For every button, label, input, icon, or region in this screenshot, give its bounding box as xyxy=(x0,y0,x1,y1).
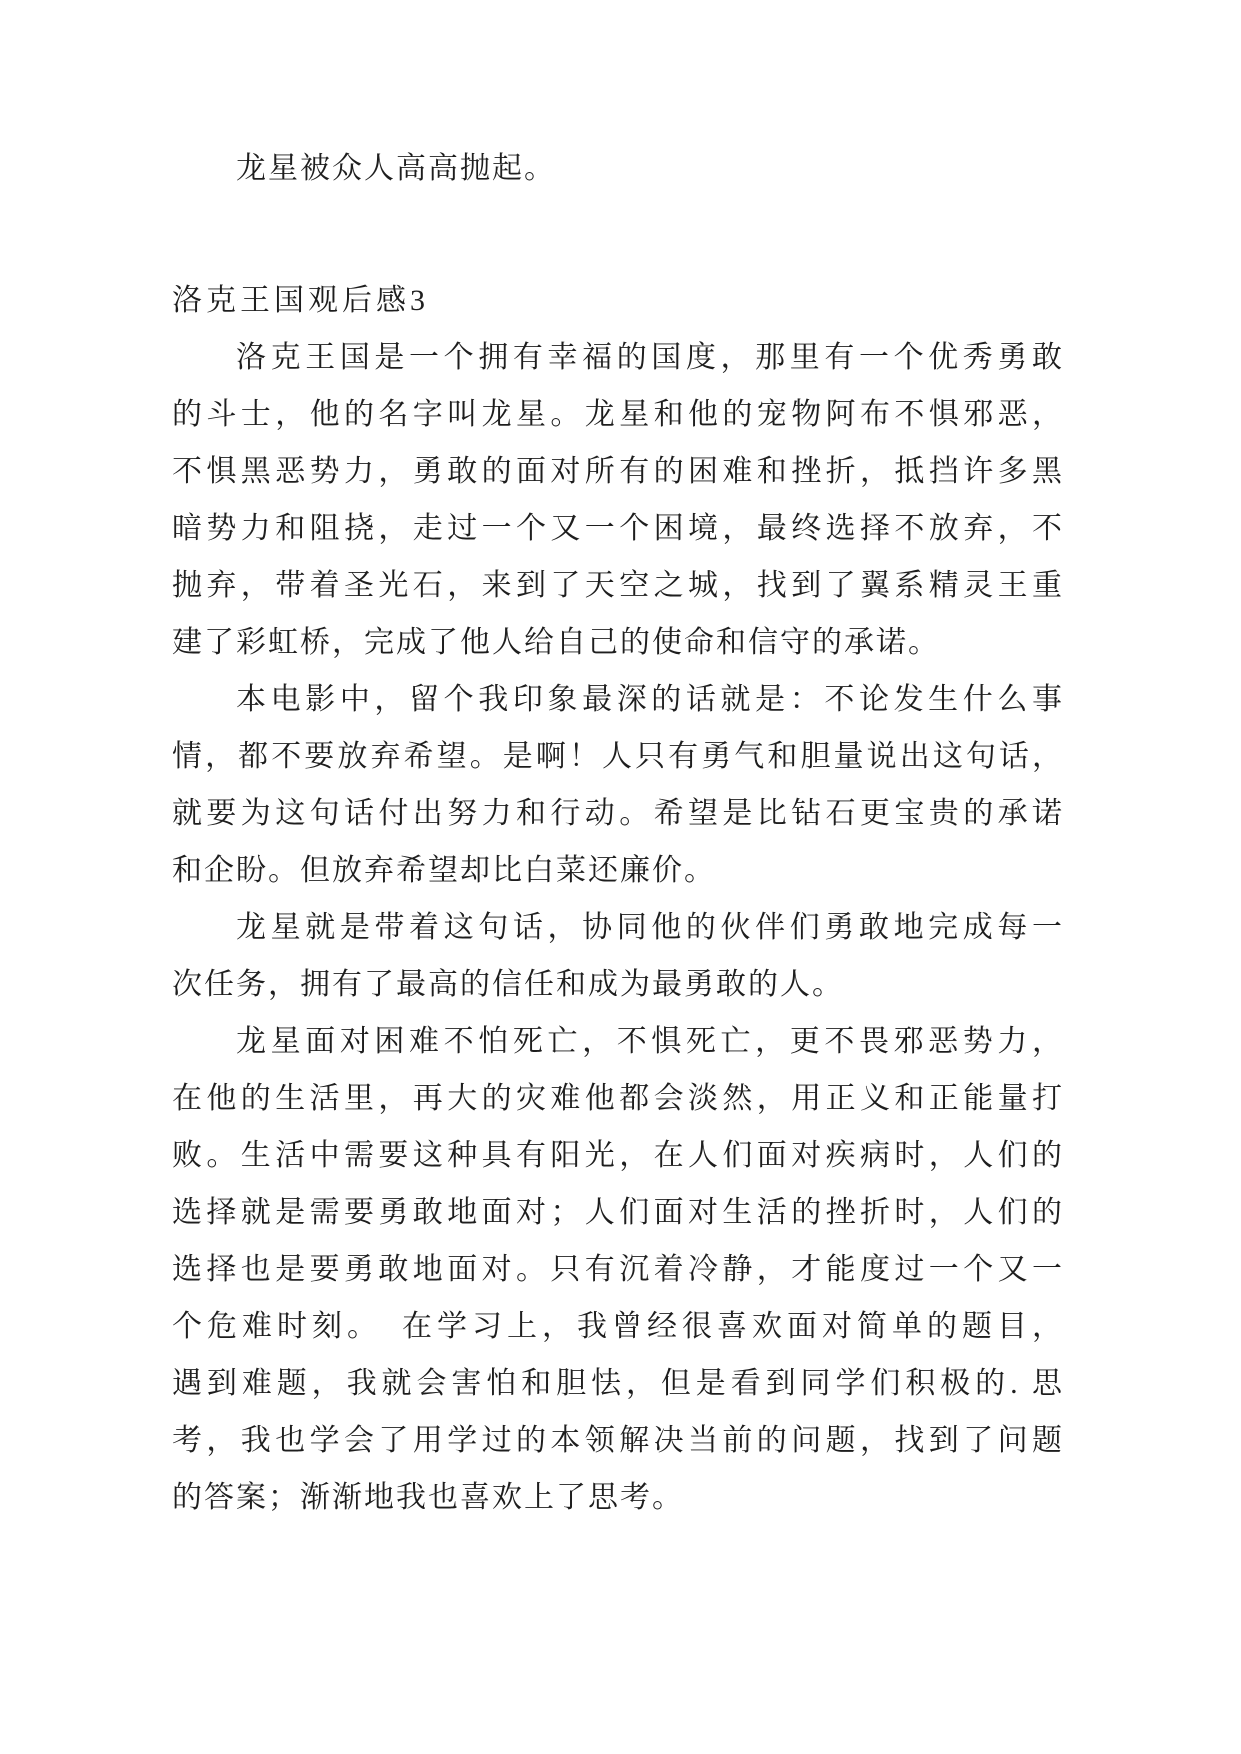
text-line: 和企盼。但放弃希望却比白菜还廉价。 xyxy=(172,854,716,887)
text-line: 考，我也学会了用学过的本领解决当前的问题，找到了问题 xyxy=(172,1424,1064,1457)
closing-line-previous-section xyxy=(172,140,1064,197)
text-line: 情，都不要放弃希望。是啊！人只有勇气和胆量说出这句话， xyxy=(172,740,1064,773)
text-line: 龙星被众人高高抛起。 xyxy=(236,152,556,185)
text-line: 暗势力和阻挠，走过一个又一个困境，最终选择不放弃，不 xyxy=(172,512,1064,545)
text-line: 败。生活中需要这种具有阳光，在人们面对疾病时，人们的 xyxy=(172,1139,1064,1172)
text-line: 在他的生活里，再大的灾难他都会淡然，用正义和正能量打 xyxy=(172,1082,1064,1115)
text-line: 就要为这句话付出努力和行动。希望是比钻石更宝贵的承诺 xyxy=(172,797,1064,830)
text-line: 遇到难题，我就会害怕和胆怯，但是看到同学们积极的. 思 xyxy=(172,1367,1064,1400)
text-line: 抛弃，带着圣光石，来到了天空之城，找到了翼系精灵王重 xyxy=(172,569,1064,602)
paragraph-4 xyxy=(172,1013,1064,1526)
text-line: 建了彩虹桥，完成了他人给自己的使命和信守的承诺。 xyxy=(172,626,940,659)
text-line: 洛克王国是一个拥有幸福的国度，那里有一个优秀勇敢 xyxy=(236,341,1064,374)
text-line: 本电影中，留个我印象最深的话就是：不论发生什么事 xyxy=(236,683,1064,716)
text-line: 次任务，拥有了最高的信任和成为最勇敢的人。 xyxy=(172,968,844,1001)
blank-gap xyxy=(172,197,1064,272)
text-line: 龙星面对困难不怕死亡，不惧死亡，更不畏邪恶势力， xyxy=(236,1025,1064,1058)
text-line: 不惧黑恶势力，勇敢的面对所有的困难和挫折，抵挡许多黑 xyxy=(172,455,1064,488)
text-line: 选择就是需要勇敢地面对；人们面对生活的挫折时，人们的 xyxy=(172,1196,1064,1229)
text-line: 选择也是要勇敢地面对。只有沉着冷静，才能度过一个又一 xyxy=(172,1253,1064,1286)
section-title-text: 洛克王国观后感3 xyxy=(172,284,429,317)
paragraph-3 xyxy=(172,899,1064,1013)
text-line: 个危难时刻。 在学习上，我曾经很喜欢面对简单的题目， xyxy=(172,1310,1064,1343)
text-line: 的答案；渐渐地我也喜欢上了思考。 xyxy=(172,1481,684,1514)
paragraph-1 xyxy=(172,329,1064,671)
paragraph-2 xyxy=(172,671,1064,899)
text-line: 的斗士，他的名字叫龙星。龙星和他的宠物阿布不惧邪恶， xyxy=(172,398,1064,431)
section-title xyxy=(172,272,1064,329)
text-line: 龙星就是带着这句话，协同他的伙伴们勇敢地完成每一 xyxy=(236,911,1064,944)
document-text-body xyxy=(172,140,1064,1526)
